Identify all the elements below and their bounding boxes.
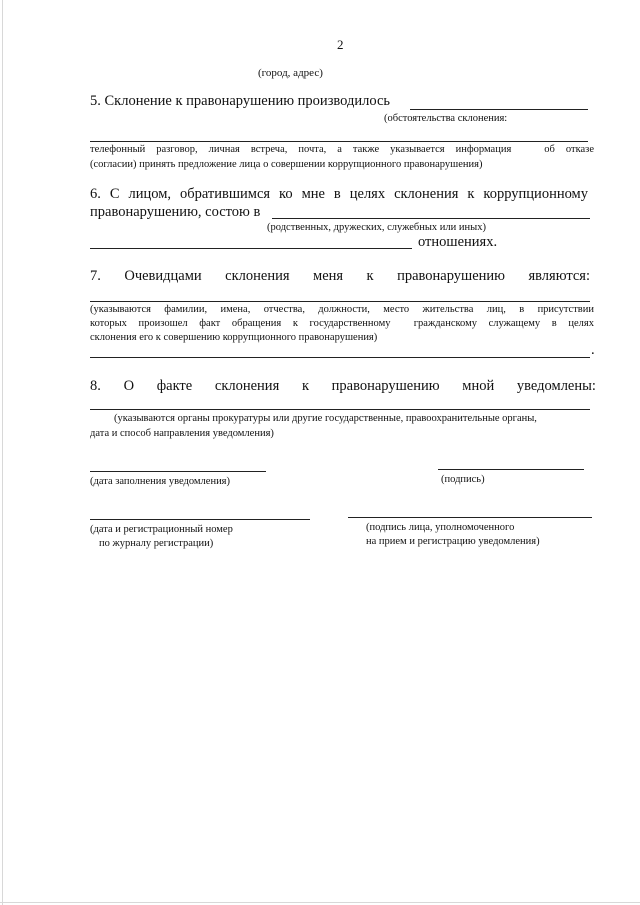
section-7-fill-line — [90, 301, 590, 302]
section-6-line-2: правонарушению, состою в — [90, 204, 261, 220]
registration-caption-line-1: (дата и регистрационный номер — [90, 524, 233, 535]
section-7-word: являются: — [528, 268, 590, 284]
page-number: 2 — [337, 37, 344, 52]
section-7-word: меня — [313, 268, 344, 284]
registration-caption-line-2: по журналу регистрации) — [99, 538, 214, 549]
city-address-caption: (город, адрес) — [258, 67, 323, 79]
section-8-word: 8. — [90, 378, 101, 394]
section-7-word: Очевидцами — [124, 268, 202, 284]
section-7-fill-line-2 — [90, 357, 590, 358]
section-8-word: факте — [156, 378, 193, 394]
section-8-word: О — [123, 378, 135, 394]
section-6-fill-line-2 — [90, 248, 412, 249]
section-5-text: 5. Склонение к правонарушению производилось — [90, 93, 391, 109]
fill-date-line — [90, 471, 266, 472]
section-7-note-line-1: (указываются фамилии, имена, отчества, должности, место жительства лиц, в присутствии — [90, 304, 594, 315]
section-7-note-line-2: которых произошел факт обращения к государственному гражданскому служащему в целях — [90, 318, 594, 329]
section-7-word: правонарушению — [397, 268, 505, 284]
section-5-note-line-2: (согласии) принять предложение лица о совершении коррупционного правонарушения) — [90, 159, 483, 170]
section-8-word: к — [301, 378, 309, 394]
authorized-caption-line-1: (подпись лица, уполномоченного — [366, 522, 515, 533]
section-5-note-line-1: телефонный разговор, личная встреча, почта, а также указывается информация об отказе — [90, 144, 594, 155]
scan-edge-left — [2, 0, 3, 905]
authorized-caption-line-2: на прием и регистрацию уведомления) — [366, 536, 540, 547]
section-5-fill-line-2 — [90, 141, 588, 142]
registration-line — [90, 519, 310, 520]
section-8-word: правонарушению — [331, 378, 440, 394]
section-7-text — [90, 268, 590, 285]
section-8-word: мной — [462, 378, 495, 394]
section-8-word: склонения — [214, 378, 280, 394]
signature-line — [438, 469, 584, 470]
section-7-word: 7. — [90, 268, 101, 284]
section-7-end-mark: . — [591, 342, 595, 358]
section-8-text — [90, 378, 596, 395]
section-7-word: склонения — [225, 268, 290, 284]
section-6-fill-line — [272, 218, 590, 219]
authorized-person-line — [348, 517, 592, 518]
scan-edge-bottom — [0, 902, 640, 903]
section-7-note-line-3: склонения его к совершению коррупционного правонарушения) — [90, 332, 378, 343]
section-5-fill-line — [410, 109, 588, 110]
section-8-word: уведомлены: — [516, 378, 596, 394]
section-8-fill-line — [90, 409, 590, 410]
section-7-word: к — [366, 268, 374, 284]
section-5-caption: (обстоятельства склонения: — [384, 113, 508, 124]
section-6-ending: отношениях. — [418, 234, 498, 250]
section-8-note-line-1: (указываются органы прокуратуры или другие государственные, правоохранительные органы, — [114, 413, 537, 424]
section-6-caption: (родственных, дружеских, служебных или иных) — [267, 222, 486, 233]
signature-caption: (подпись) — [441, 474, 485, 485]
section-8-note-line-2: дата и способ направления уведомления) — [90, 428, 274, 439]
fill-date-caption: (дата заполнения уведомления) — [90, 476, 231, 487]
section-6-line-1: 6. С лицом, обратившимся ко мне в целях склонения к коррупционному — [90, 186, 588, 202]
